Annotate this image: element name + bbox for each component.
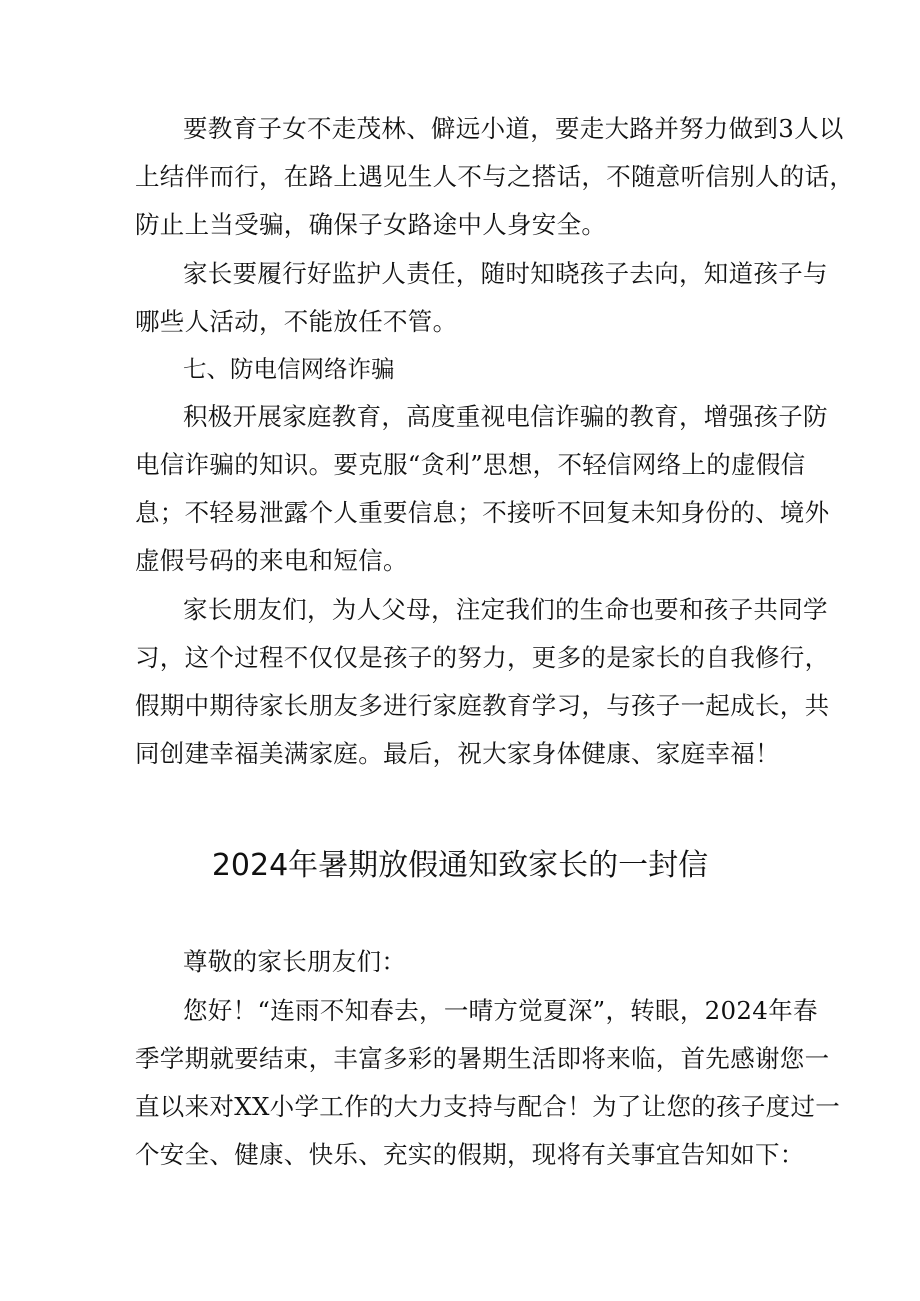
paragraph-line: 家长朋友们，为人父母，注定我们的生命也要和孩子共同学 <box>183 595 828 624</box>
paragraph-line: 直以来对XX小学工作的大力支持与配合！为了让您的孩子度过一 <box>135 1092 841 1121</box>
paragraph-line: 息；不轻易泄露个人重要信息；不接听不回复未知身份的、境外 <box>135 498 830 527</box>
paragraph-line: 积极开展家庭教育，高度重视电信诈骗的教育，增强孩子防 <box>183 402 828 431</box>
paragraph-line: 上结伴而行，在路上遇见生人不与之搭话，不随意听信别人的话， <box>135 162 855 191</box>
paragraph-line: 假期中期待家长朋友多进行家庭教育学习，与孩子一起成长，共 <box>135 691 830 720</box>
paragraph-line: 您好！“连雨不知春去，一晴方觉夏深”，转眼，2024年春 <box>183 996 818 1025</box>
letter-title: 2024年暑期放假通知致家长的一封信 <box>211 848 709 883</box>
paragraph-line: 虚假号码的来电和短信。 <box>135 546 408 575</box>
salutation: 尊敬的家长朋友们： <box>183 947 407 976</box>
paragraph-line: 防止上当受骗，确保子女路途中人身安全。 <box>135 210 607 239</box>
paragraph-line: 季学期就要结束，丰富多彩的暑期生活即将来临，首先感谢您一 <box>135 1044 830 1073</box>
section-heading: 七、防电信网络诈骗 <box>183 355 395 383</box>
paragraph-line: 习，这个过程不仅仅是孩子的努力，更多的是家长的自我修行， <box>135 643 830 672</box>
paragraph-line: 电信诈骗的知识。要克服“贪利”思想，不轻信网络上的虚假信 <box>135 450 806 479</box>
paragraph-line: 个安全、健康、快乐、充实的假期，现将有关事宜告知如下： <box>135 1140 805 1169</box>
paragraph-line: 家长要履行好监护人责任，随时知晓孩子去向，知道孩子与 <box>183 259 828 288</box>
paragraph-line: 要教育子女不走茂林、僻远小道，要走大路并努力做到3人以 <box>183 114 844 143</box>
paragraph-line: 哪些人活动，不能放任不管。 <box>135 307 458 336</box>
paragraph-line: 同创建幸福美满家庭。最后，祝大家身体健康、家庭幸福！ <box>135 739 780 768</box>
